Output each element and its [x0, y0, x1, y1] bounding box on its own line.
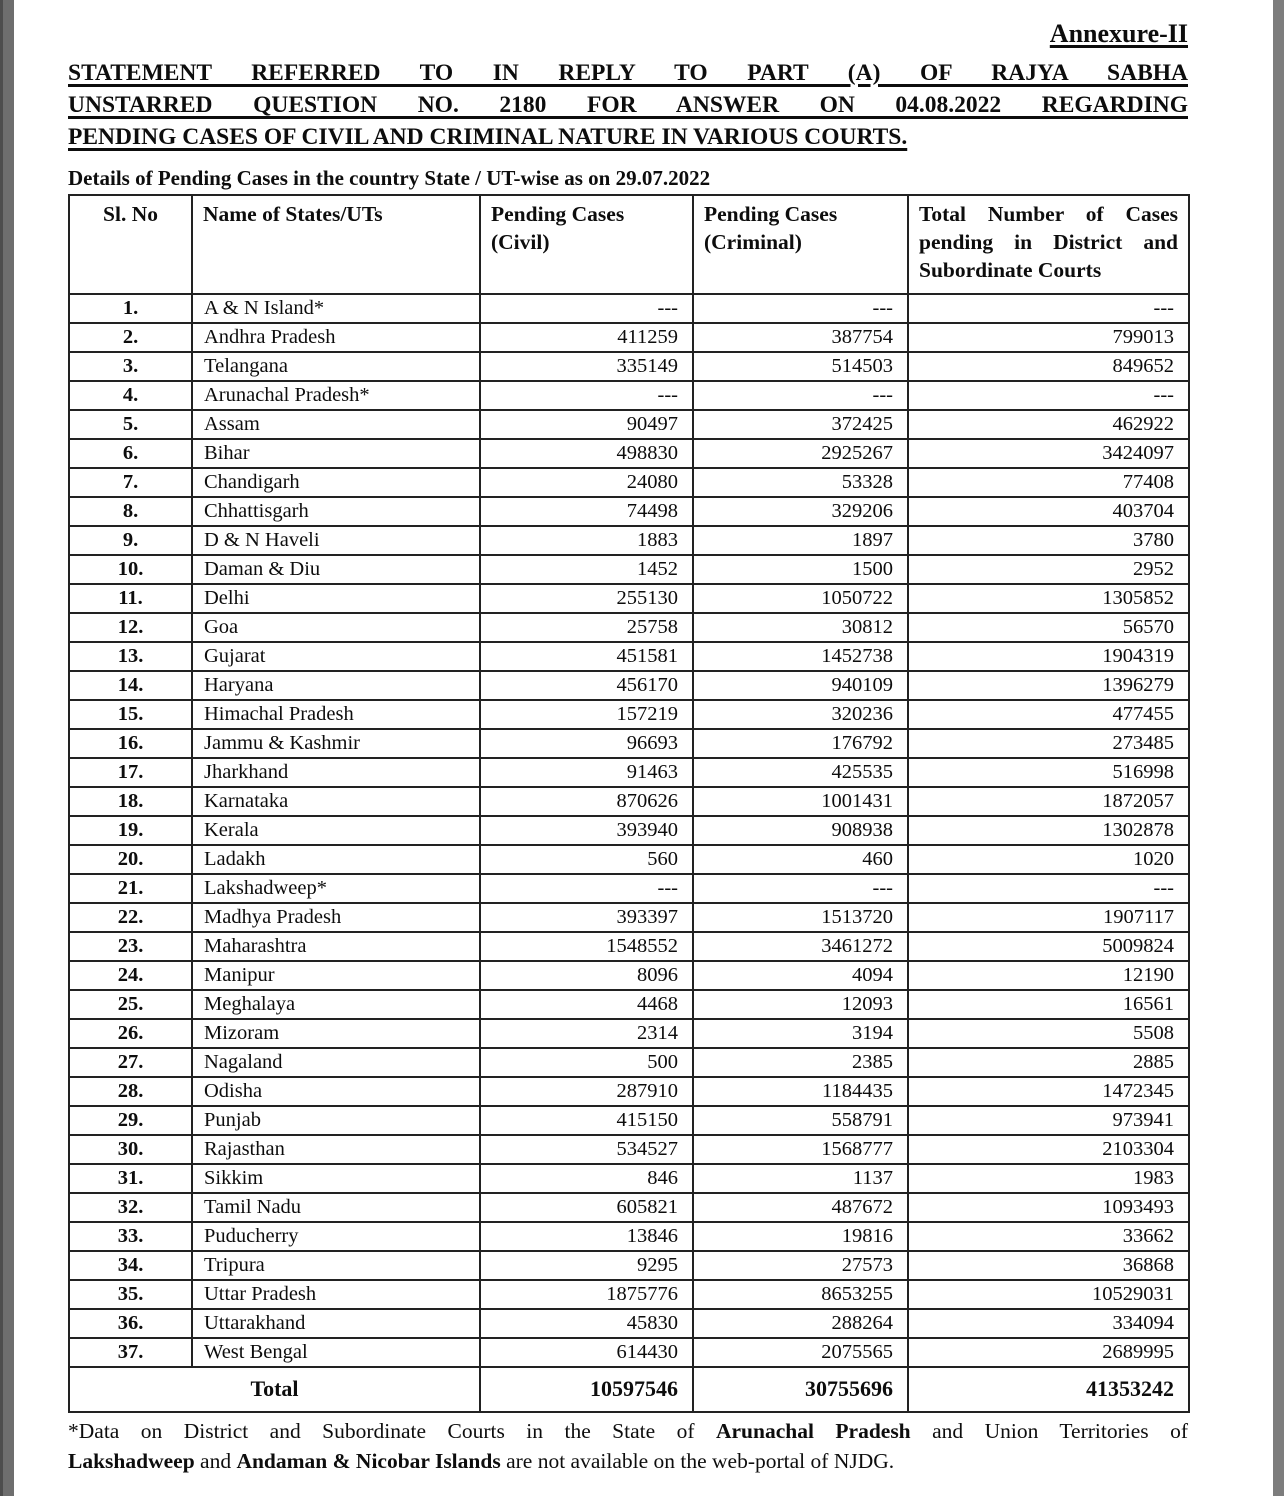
criminal-cell: 3194: [693, 1019, 908, 1048]
civil-cell: 500: [480, 1048, 693, 1077]
statement-title: [68, 57, 1188, 154]
state-name-cell: Goa: [192, 613, 480, 642]
criminal-cell: 387754: [693, 323, 908, 352]
civil-cell: 534527: [480, 1135, 693, 1164]
total-cell: 477455: [908, 700, 1189, 729]
table-row: [69, 1077, 1189, 1106]
state-name-cell: Mizoram: [192, 1019, 480, 1048]
total-cell: 2103304: [908, 1135, 1189, 1164]
criminal-cell: 1050722: [693, 584, 908, 613]
state-name-cell: Lakshadweep*: [192, 874, 480, 903]
total-cell: 849652: [908, 352, 1189, 381]
total-cell: 1093493: [908, 1193, 1189, 1222]
state-name-cell: Arunachal Pradesh*: [192, 381, 480, 410]
total-label-cell: Total: [69, 1367, 480, 1412]
total-cell: 1983: [908, 1164, 1189, 1193]
total-total-cell: 41353242: [908, 1367, 1189, 1412]
table-row: [69, 1164, 1189, 1193]
criminal-cell: 425535: [693, 758, 908, 787]
scan-edge-left: [0, 0, 14, 1496]
table-row: [69, 990, 1189, 1019]
table-subtitle: Details of Pending Cases in the country State / UT-wise as on 29.07.2022: [68, 165, 711, 190]
state-name-cell: Haryana: [192, 671, 480, 700]
state-name-cell: West Bengal: [192, 1338, 480, 1367]
table-row: [69, 294, 1189, 323]
sl-no-cell: 13.: [69, 642, 192, 671]
state-name-cell: Jammu & Kashmir: [192, 729, 480, 758]
table-row: [69, 1019, 1189, 1048]
state-name-cell: Sikkim: [192, 1164, 480, 1193]
document-page: [68, 0, 1188, 1477]
sl-no-cell: 27.: [69, 1048, 192, 1077]
sl-no-cell: 1.: [69, 294, 192, 323]
table-row: [69, 439, 1189, 468]
criminal-cell: 3461272: [693, 932, 908, 961]
table-row: [69, 932, 1189, 961]
table-row: [69, 729, 1189, 758]
criminal-cell: ---: [693, 381, 908, 410]
table-row: [69, 584, 1189, 613]
criminal-cell: 12093: [693, 990, 908, 1019]
sl-no-cell: 17.: [69, 758, 192, 787]
sl-no-cell: 21.: [69, 874, 192, 903]
table-row: [69, 1106, 1189, 1135]
criminal-cell: 27573: [693, 1251, 908, 1280]
total-cell: ---: [908, 874, 1189, 903]
col-header-criminal-line2: (Criminal): [704, 229, 802, 254]
sl-no-cell: 10.: [69, 555, 192, 584]
civil-cell: 335149: [480, 352, 693, 381]
total-cell: 1302878: [908, 816, 1189, 845]
total-cell: 3424097: [908, 439, 1189, 468]
total-cell: 16561: [908, 990, 1189, 1019]
sl-no-cell: 22.: [69, 903, 192, 932]
state-name-cell: Maharashtra: [192, 932, 480, 961]
col-header-criminal-line1: Pending Cases: [704, 201, 838, 226]
statement-line-1: STATEMENT REFERRED TO IN REPLY TO PART (A) OF RAJYA SABHA: [68, 59, 1188, 86]
state-name-cell: Punjab: [192, 1106, 480, 1135]
civil-cell: 25758: [480, 613, 693, 642]
table-row: [69, 1309, 1189, 1338]
total-cell: 1872057: [908, 787, 1189, 816]
state-name-cell: Gujarat: [192, 642, 480, 671]
civil-cell: 498830: [480, 439, 693, 468]
criminal-cell: 53328: [693, 468, 908, 497]
criminal-cell: 1513720: [693, 903, 908, 932]
sl-no-cell: 34.: [69, 1251, 192, 1280]
criminal-cell: 176792: [693, 729, 908, 758]
annexure-text: Annexure-II: [1049, 19, 1188, 48]
state-name-cell: Andhra Pradesh: [192, 323, 480, 352]
civil-cell: 74498: [480, 497, 693, 526]
total-cell: 973941: [908, 1106, 1189, 1135]
civil-cell: 96693: [480, 729, 693, 758]
sl-no-cell: 14.: [69, 671, 192, 700]
state-name-cell: Chhattisgarh: [192, 497, 480, 526]
total-cell: 1396279: [908, 671, 1189, 700]
table-row: [69, 613, 1189, 642]
civil-cell: 24080: [480, 468, 693, 497]
sl-no-cell: 37.: [69, 1338, 192, 1367]
state-name-cell: Daman & Diu: [192, 555, 480, 584]
sl-no-cell: 36.: [69, 1309, 192, 1338]
total-cell: 10529031: [908, 1280, 1189, 1309]
sl-no-cell: 20.: [69, 845, 192, 874]
criminal-cell: 372425: [693, 410, 908, 439]
state-name-cell: Karnataka: [192, 787, 480, 816]
state-name-cell: Tamil Nadu: [192, 1193, 480, 1222]
total-cell: 2689995: [908, 1338, 1189, 1367]
criminal-cell: 8653255: [693, 1280, 908, 1309]
total-criminal-cell: 30755696: [693, 1367, 908, 1412]
footnote-line1: [68, 1416, 1188, 1447]
civil-cell: 605821: [480, 1193, 693, 1222]
footnote-text: and Union Territories of: [910, 1418, 1188, 1443]
total-cell: 1472345: [908, 1077, 1189, 1106]
state-name-cell: Odisha: [192, 1077, 480, 1106]
sl-no-cell: 31.: [69, 1164, 192, 1193]
criminal-cell: 329206: [693, 497, 908, 526]
state-name-cell: D & N Haveli: [192, 526, 480, 555]
sl-no-cell: 2.: [69, 323, 192, 352]
table-row: [69, 1048, 1189, 1077]
statement-line-2: UNSTARRED QUESTION NO. 2180 FOR ANSWER ON 04.08.2022 REGARDING: [68, 92, 1188, 119]
footnote-bold-text: Andaman & Nicobar Islands: [236, 1449, 501, 1474]
table-row: [69, 352, 1189, 381]
civil-cell: 1452: [480, 555, 693, 584]
table-row: [69, 671, 1189, 700]
sl-no-cell: 35.: [69, 1280, 192, 1309]
criminal-cell: 940109: [693, 671, 908, 700]
total-cell: 403704: [908, 497, 1189, 526]
col-header-total: Total Number of Cases pending in District and Subordinate Courts: [908, 195, 1189, 294]
total-cell: 5009824: [908, 932, 1189, 961]
civil-cell: 411259: [480, 323, 693, 352]
table-row: [69, 497, 1189, 526]
criminal-cell: 4094: [693, 961, 908, 990]
total-cell: 1020: [908, 845, 1189, 874]
civil-cell: 91463: [480, 758, 693, 787]
civil-cell: 451581: [480, 642, 693, 671]
criminal-cell: 1184435: [693, 1077, 908, 1106]
civil-cell: 255130: [480, 584, 693, 613]
state-name-cell: Uttar Pradesh: [192, 1280, 480, 1309]
civil-cell: 1883: [480, 526, 693, 555]
criminal-cell: 2925267: [693, 439, 908, 468]
sl-no-cell: 7.: [69, 468, 192, 497]
criminal-cell: 2385: [693, 1048, 908, 1077]
total-cell: 3780: [908, 526, 1189, 555]
criminal-cell: 487672: [693, 1193, 908, 1222]
criminal-cell: 1137: [693, 1164, 908, 1193]
footnote-text: and: [194, 1449, 237, 1474]
criminal-cell: 1452738: [693, 642, 908, 671]
civil-cell: 9295: [480, 1251, 693, 1280]
statement-line-3: PENDING CASES OF CIVIL AND CRIMINAL NATURE IN VARIOUS COURTS.: [68, 124, 908, 151]
total-cell: 2952: [908, 555, 1189, 584]
state-name-cell: Manipur: [192, 961, 480, 990]
state-name-cell: Tripura: [192, 1251, 480, 1280]
sl-no-cell: 9.: [69, 526, 192, 555]
civil-cell: 870626: [480, 787, 693, 816]
table-row: [69, 526, 1189, 555]
table-body: [69, 294, 1189, 1367]
civil-cell: 287910: [480, 1077, 693, 1106]
table-row: [69, 816, 1189, 845]
header-row: [69, 195, 1189, 294]
state-name-cell: A & N Island*: [192, 294, 480, 323]
total-cell: ---: [908, 381, 1189, 410]
sl-no-cell: 8.: [69, 497, 192, 526]
state-name-cell: Uttarakhand: [192, 1309, 480, 1338]
table-row: [69, 1251, 1189, 1280]
sl-no-cell: 5.: [69, 410, 192, 439]
col-header-civil-line2: (Civil): [491, 229, 550, 254]
criminal-cell: 514503: [693, 352, 908, 381]
table-row: [69, 1193, 1189, 1222]
total-cell: 36868: [908, 1251, 1189, 1280]
footnote: [68, 1416, 1188, 1477]
table-row: [69, 1338, 1189, 1367]
table-row: [69, 323, 1189, 352]
table-row: [69, 1280, 1189, 1309]
col-header-civil: [480, 195, 693, 294]
state-name-cell: Jharkhand: [192, 758, 480, 787]
sl-no-cell: 23.: [69, 932, 192, 961]
civil-cell: ---: [480, 381, 693, 410]
total-cell: 273485: [908, 729, 1189, 758]
state-name-cell: Delhi: [192, 584, 480, 613]
table-row: [69, 468, 1189, 497]
total-cell: 33662: [908, 1222, 1189, 1251]
civil-cell: 1548552: [480, 932, 693, 961]
sl-no-cell: 29.: [69, 1106, 192, 1135]
criminal-cell: 2075565: [693, 1338, 908, 1367]
annexure-label: [68, 20, 1188, 49]
table-row: [69, 410, 1189, 439]
criminal-cell: 320236: [693, 700, 908, 729]
criminal-cell: 1897: [693, 526, 908, 555]
total-cell: 334094: [908, 1309, 1189, 1338]
civil-cell: 4468: [480, 990, 693, 1019]
criminal-cell: 460: [693, 845, 908, 874]
total-cell: 5508: [908, 1019, 1189, 1048]
criminal-cell: 288264: [693, 1309, 908, 1338]
footnote-text: *Data on District and Subordinate Courts in the State of: [68, 1418, 716, 1443]
table-footer: [69, 1367, 1189, 1412]
civil-cell: 45830: [480, 1309, 693, 1338]
civil-cell: 846: [480, 1164, 693, 1193]
criminal-cell: 908938: [693, 816, 908, 845]
footnote-bold-text: Lakshadweep: [68, 1449, 195, 1474]
civil-cell: 415150: [480, 1106, 693, 1135]
state-name-cell: Puducherry: [192, 1222, 480, 1251]
sl-no-cell: 15.: [69, 700, 192, 729]
sl-no-cell: 25.: [69, 990, 192, 1019]
state-name-cell: Ladakh: [192, 845, 480, 874]
total-row: [69, 1367, 1189, 1412]
criminal-cell: 558791: [693, 1106, 908, 1135]
total-cell: 56570: [908, 613, 1189, 642]
total-cell: 799013: [908, 323, 1189, 352]
table-row: [69, 1222, 1189, 1251]
state-name-cell: Chandigarh: [192, 468, 480, 497]
sl-no-cell: 18.: [69, 787, 192, 816]
total-cell: 1904319: [908, 642, 1189, 671]
table-row: [69, 381, 1189, 410]
civil-cell: 13846: [480, 1222, 693, 1251]
table-row: [69, 700, 1189, 729]
footnote-bold-text: Arunachal Pradesh: [715, 1418, 911, 1443]
table-row: [69, 961, 1189, 990]
table-row: [69, 555, 1189, 584]
table-header: [69, 195, 1189, 294]
footnote-text: are not available on the web-portal of NJDG.: [500, 1449, 895, 1474]
criminal-cell: ---: [693, 874, 908, 903]
civil-cell: 393397: [480, 903, 693, 932]
sl-no-cell: 16.: [69, 729, 192, 758]
state-name-cell: Kerala: [192, 816, 480, 845]
state-name-cell: Assam: [192, 410, 480, 439]
state-name-cell: Himachal Pradesh: [192, 700, 480, 729]
criminal-cell: 1001431: [693, 787, 908, 816]
civil-cell: 157219: [480, 700, 693, 729]
sl-no-cell: 33.: [69, 1222, 192, 1251]
state-name-cell: Madhya Pradesh: [192, 903, 480, 932]
total-cell: 462922: [908, 410, 1189, 439]
col-header-civil-line1: Pending Cases: [491, 201, 625, 226]
sl-no-cell: 4.: [69, 381, 192, 410]
total-cell: 77408: [908, 468, 1189, 497]
total-cell: ---: [908, 294, 1189, 323]
total-cell: 12190: [908, 961, 1189, 990]
table-row: [69, 642, 1189, 671]
footnote-line2: [68, 1446, 1188, 1477]
table-row: [69, 874, 1189, 903]
sl-no-cell: 11.: [69, 584, 192, 613]
col-header-criminal: [693, 195, 908, 294]
sl-no-cell: 3.: [69, 352, 192, 381]
state-name-cell: Bihar: [192, 439, 480, 468]
total-cell: 516998: [908, 758, 1189, 787]
scan-edge-right: [1273, 0, 1284, 1496]
civil-cell: 1875776: [480, 1280, 693, 1309]
table-row: [69, 845, 1189, 874]
total-cell: 1305852: [908, 584, 1189, 613]
total-cell: 1907117: [908, 903, 1189, 932]
civil-cell: ---: [480, 874, 693, 903]
sl-no-cell: 28.: [69, 1077, 192, 1106]
civil-cell: ---: [480, 294, 693, 323]
sl-no-cell: 12.: [69, 613, 192, 642]
criminal-cell: 1568777: [693, 1135, 908, 1164]
civil-cell: 456170: [480, 671, 693, 700]
criminal-cell: 19816: [693, 1222, 908, 1251]
civil-cell: 90497: [480, 410, 693, 439]
sl-no-cell: 19.: [69, 816, 192, 845]
civil-cell: 560: [480, 845, 693, 874]
civil-cell: 2314: [480, 1019, 693, 1048]
sl-no-cell: 24.: [69, 961, 192, 990]
total-civil-cell: 10597546: [480, 1367, 693, 1412]
pending-cases-table: [68, 194, 1190, 1413]
col-header-sl-no: Sl. No: [69, 195, 192, 294]
state-name-cell: Telangana: [192, 352, 480, 381]
criminal-cell: 30812: [693, 613, 908, 642]
table-row: [69, 787, 1189, 816]
sl-no-cell: 30.: [69, 1135, 192, 1164]
criminal-cell: 1500: [693, 555, 908, 584]
state-name-cell: Nagaland: [192, 1048, 480, 1077]
table-row: [69, 903, 1189, 932]
table-row: [69, 1135, 1189, 1164]
civil-cell: 393940: [480, 816, 693, 845]
sl-no-cell: 26.: [69, 1019, 192, 1048]
col-header-state-name: Name of States/UTs: [192, 195, 480, 294]
state-name-cell: Meghalaya: [192, 990, 480, 1019]
criminal-cell: ---: [693, 294, 908, 323]
civil-cell: 614430: [480, 1338, 693, 1367]
state-name-cell: Rajasthan: [192, 1135, 480, 1164]
table-row: [69, 758, 1189, 787]
total-cell: 2885: [908, 1048, 1189, 1077]
sl-no-cell: 32.: [69, 1193, 192, 1222]
civil-cell: 8096: [480, 961, 693, 990]
sl-no-cell: 6.: [69, 439, 192, 468]
